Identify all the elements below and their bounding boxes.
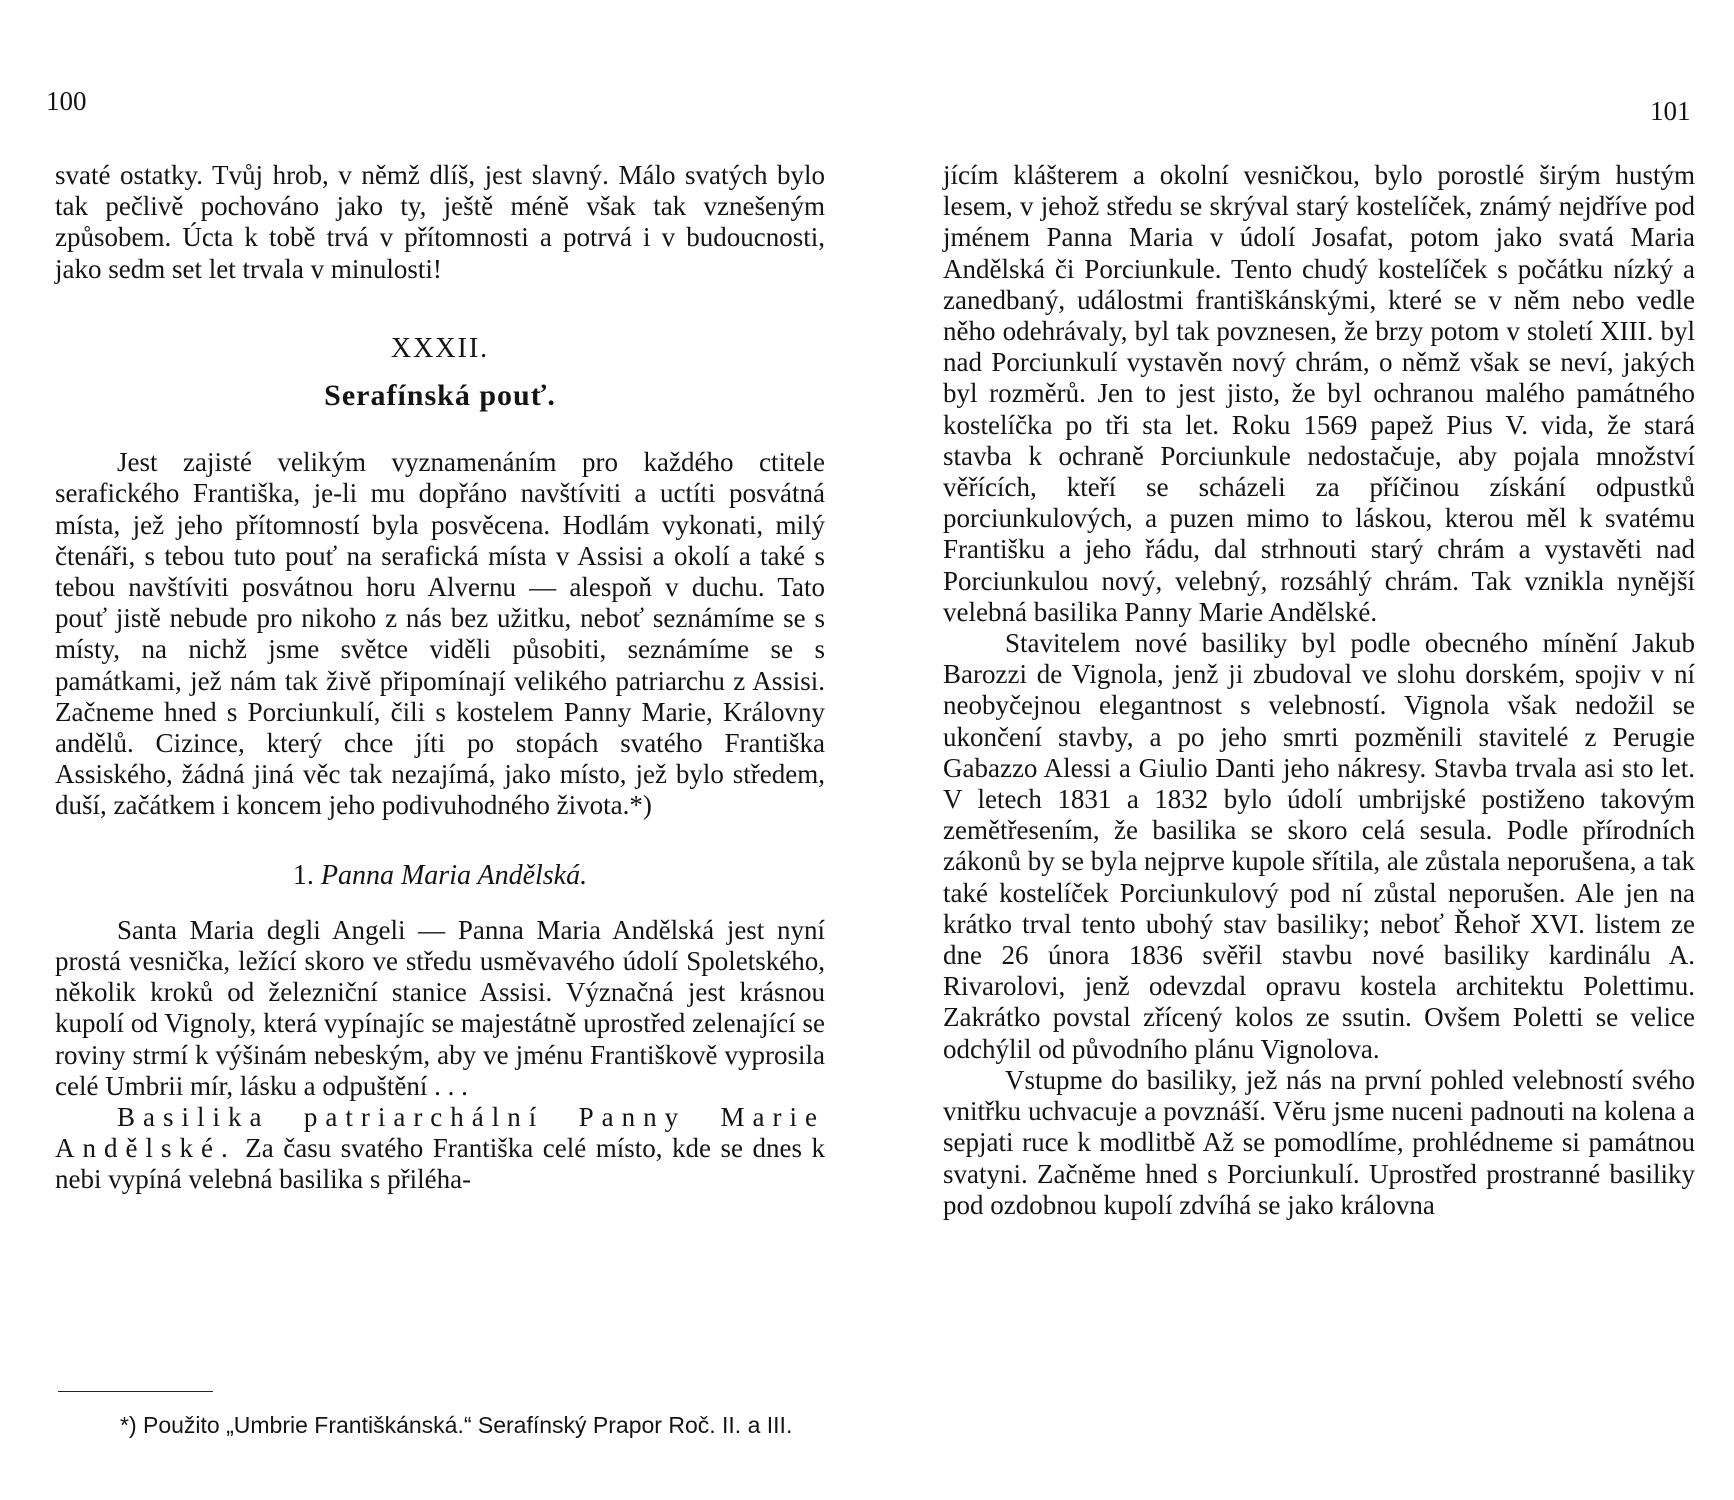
right-page-text [943,160,1695,1221]
right-paragraph-2: Stavitelem nové basiliky byl podle obecného mínění Jakub Barozzi de Vignola, jenž ji zbudoval ve slohu dorském, spojiv v ní neobyčejnou elegantnost s velebností. Vignola však nedožil se ukončení stavby, a po jeho smrti pozměnili stavitelé z Perugie Gabazzo Alessi a Giulio Danti jeho nákresy. Stavba trvala asi sto let. V letech 1831 a 1832 bylo údolí umbrijské postiženo takovým zemětřesením, že basilika se skoro celá sesula. Podle přírodních zákonů by se byla nejprve kupole sřítila, ale zůstala neporušena, a tak také kostelíček Porciunkulový pod ní zůstal neporušen. Ale jen na krátko trval tento ubohý stav basiliky; neboť Řehoř XVI. listem ze dne 26 února 1836 svěřil stavbu nové basiliky kardinálu A. Rivarolovi, jenž odevzdal opravu kostela architektu Polettimu. Zakrátko povstal zřícený kolos ze ssutin. Ovšem Poletti se velice odchýlil od původního plánu Vignolova. [943,628,1695,1064]
chapter-number: XXXII. [390,332,490,364]
footnote-text: *) Použito „Umbrie Františkánská.“ Serafínský Prapor Roč. II. a III. [120,1412,793,1438]
right-page-number: 101 [1650,96,1691,126]
intro-paragraph: Jest zajisté velikým vyznamenáním pro každého ctitele serafického Františka, je-li mu dopřáno navštíviti a uctíti posvátná místa, jež jeho přítomností byla posvěcena. Hodlám vykonati, milý čtenáři, s tebou tuto pouť na serafická místa v Assisi a okolí a také s tebou navštíviti posvátnou horu Alvernu — alespoň v duchu. Tato pouť jistě nebude pro nikoho z nás bez užitku, neboť seznámíme se s místy, na nichž jsme světce viděli působiti, seznámíme se s památkami, jež nám tak živě připomínají velikého patriarchu z Assisi. Začneme hned s Porciunkulí, čili s kostelem Panny Marie, Královny andělů. Cizince, který chce jíti po stopách svatého Františka Assiského, žádná jiná věc tak nezajímá, jako místo, jež bylo středem, duší, začátkem i koncem jeho podivuhodného života.*) [55,447,825,821]
basilica-rest-text: Za času svatého Františka celé místo, kde se dnes k nebi vypíná velebná basilika s přiléha- [55,1133,825,1195]
section-number: 1. [292,859,314,891]
section-title: Panna Maria Andělská. [320,859,588,891]
basilica-paragraph [55,1102,825,1196]
right-paragraph-1: jícím klášterem a okolní vesničkou, bylo porostlé širým hustým lesem, v jehož středu se skrýval starý kostelíček, známý nejdříve pod jménem Panna Maria v údolí Josafat, potom jako svatá Maria Andělská či Porciunkule. Tento chudý kostelíček s počátku nízký a zanedbaný, událostmi františkánskými, které se v něm nebo vedle něho odehrávaly, byl tak povznesen, že brzy potom v století XIII. byl nad Porciunkulí vystavěn nový chrám, o němž však se neví, jakých byl rozměrů. Jen to jest jisto, že byl ochranou malého památného kostelíčka po tři sta let. Roku 1569 papež Pius V. vida, že stará stavba k ochraně Porciunkule nedostačuje, aby pojala množství věřících, kteří se scházeli za příčinou získání odpustků porciunkulových, a puzen mimo to láskou, kterou měl k svatému Františku a jeho řádu, dal strhnouti starý chrám a vystavěti nad Porciunkulou nový, velebný, rozsáhlý chrám. Tak vznikla nynější velebná basilika Panny Marie Andělské. [943,160,1695,627]
left-page-number: 100 [46,86,87,116]
right-paragraph-3: Vstupme do basiliky, jež nás na první pohled velebností svého vnitřku uchvacuje a povznáší. Věru jsme nuceni padnouti na kolena a sepjati ruce k modlitbě Až se pomodlíme, prohlédneme si památnou svatyni. Začněme hned s Porciunkulí. Uprostřed prostranné basiliky pod ozdobnou kupolí zdvíhá se jako královna [943,1064,1695,1220]
basilica-spaced-text: Basilika patriarchální Panny Marie Andělské. [55,1102,825,1164]
section-paragraph: Santa Maria degli Angeli — Panna Maria Andělská jest nyní prostá vesnička, ležící skoro ve středu usměvavého údolí Spoletského, několik kroků od železniční stanice Assisi. Význačná jest krásnou kupolí od Vignoly, která vypínajíc se majestátně uprostřed zelenající se roviny strmí k výšinám nebeským, aby ve jménu Františkově vyprosila celé Umbrii mír, lásku a odpuštění . . . [55,914,825,1101]
footnote-divider [58,1391,213,1392]
section-heading [55,860,825,891]
opening-paragraph: svaté ostatky. Tvůj hrob, v němž dlíš, jest slavný. Málo svatých bylo tak pečlivě pochováno jako ty, ještě méně však tak vznešeným způsobem. Úcta k tobě trvá v přítomnosti a potrvá i v budoucnosti, jako sedm set let trvala v minulosti! [55,160,825,284]
left-page-text [55,160,825,1196]
chapter-title: Serafínská pouť. [324,379,556,413]
footnote [58,1410,826,1440]
